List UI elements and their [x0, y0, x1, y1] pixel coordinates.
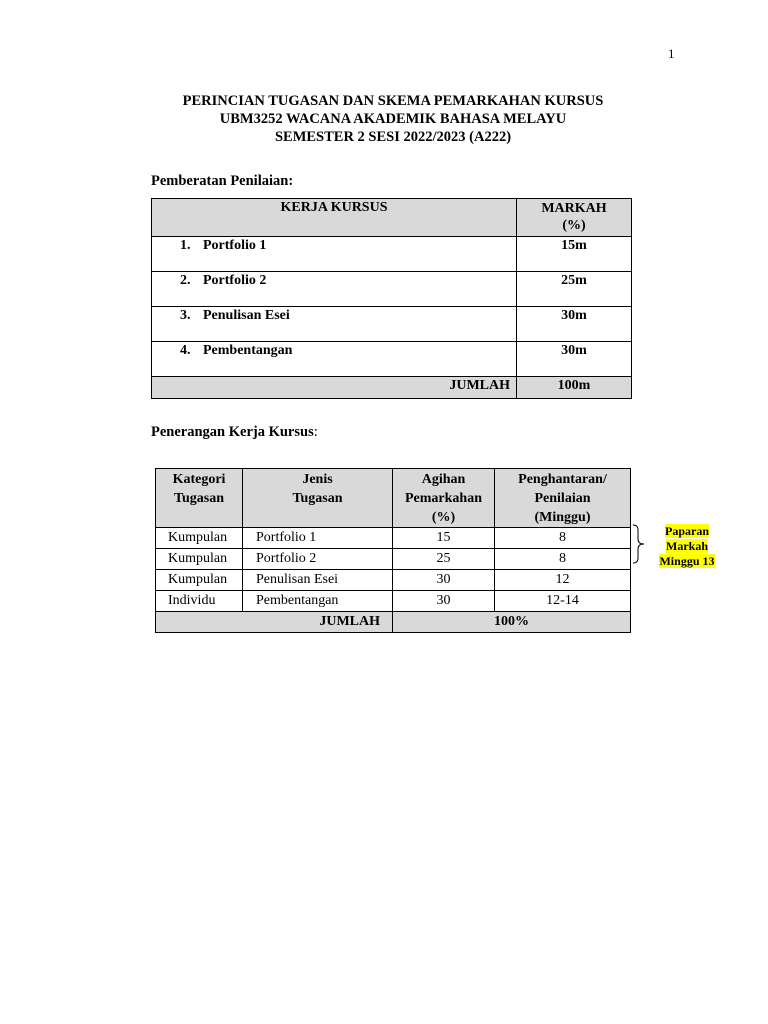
cell-agihan: 25	[393, 549, 495, 570]
row-number: 1.	[180, 238, 191, 253]
table-header-row	[152, 199, 632, 237]
note-paparan-markah	[656, 524, 718, 569]
total-label: JUMLAH	[152, 377, 517, 399]
column-header-jenis: Jenis Tugasan	[243, 469, 393, 528]
note-line-3: Minggu 13	[659, 554, 715, 568]
table-row	[152, 307, 632, 342]
table-row	[156, 570, 631, 591]
cell-agihan: 30	[393, 570, 495, 591]
row-mark: 30m	[517, 307, 632, 342]
total-row	[156, 612, 631, 633]
cell-kategori: Individu	[156, 591, 243, 612]
row-number: 3.	[180, 308, 191, 323]
row-name: Penulisan Esei	[203, 308, 290, 323]
title-line-2: UBM3252 WACANA AKADEMIK BAHASA MELAYU	[219, 111, 567, 127]
page-number: 1	[668, 46, 675, 61]
table-row	[152, 272, 632, 307]
cell-kategori: Kumpulan	[156, 549, 243, 570]
column-header-kerja-kursus: KERJA KURSUS	[152, 199, 517, 237]
weighting-table	[151, 198, 632, 399]
table-header-row	[156, 469, 631, 528]
cell-minggu: 12-14	[495, 591, 631, 612]
table-row	[152, 342, 632, 377]
cell-kategori: Kumpulan	[156, 570, 243, 591]
section-heading-penerangan: Penerangan Kerja Kursus:	[151, 424, 318, 440]
row-mark: 25m	[517, 272, 632, 307]
row-mark: 30m	[517, 342, 632, 377]
cell-jenis: Penulisan Esei	[243, 570, 393, 591]
cell-jenis: Portfolio 2	[243, 549, 393, 570]
table-row	[156, 528, 631, 549]
column-header-agihan: Agihan Pemarkahan (%)	[393, 469, 495, 528]
note-line-2: Markah	[666, 539, 708, 553]
total-value: 100m	[517, 377, 632, 399]
curly-brace-icon	[631, 524, 647, 564]
cell-minggu: 8	[495, 528, 631, 549]
title-line-3: SEMESTER 2 SESI 2022/2023 (A222)	[274, 129, 512, 145]
column-header-markah	[517, 199, 632, 237]
row-name: Pembentangan	[203, 343, 293, 358]
row-name: Portfolio 2	[203, 273, 267, 288]
cell-jenis: Pembentangan	[243, 591, 393, 612]
cell-minggu: 12	[495, 570, 631, 591]
total-value: 100%	[393, 612, 631, 633]
column-header-penghantaran: Penghantaran/ Penilaian (Minggu)	[495, 469, 631, 528]
markah-label: MARKAH	[541, 201, 607, 216]
row-name: Portfolio 1	[203, 238, 267, 253]
coursework-table	[155, 468, 631, 633]
title-line-1: PERINCIAN TUGASAN DAN SKEMA PEMARKAHAN KURSUS	[182, 93, 604, 109]
table-row	[152, 237, 632, 272]
table-row	[156, 591, 631, 612]
note-line-1: Paparan	[664, 524, 709, 538]
cell-jenis: Portfolio 1	[243, 528, 393, 549]
cell-kategori: Kumpulan	[156, 528, 243, 549]
section-heading-pemberatan: Pemberatan Penilaian:	[151, 173, 294, 189]
table-row	[156, 549, 631, 570]
document-title	[0, 92, 768, 146]
cell-agihan: 15	[393, 528, 495, 549]
cell-agihan: 30	[393, 591, 495, 612]
cell-minggu: 8	[495, 549, 631, 570]
row-number: 4.	[180, 343, 191, 358]
markah-unit: (%)	[562, 218, 586, 233]
row-mark: 15m	[517, 237, 632, 272]
total-row	[152, 377, 632, 399]
column-header-kategori: Kategori Tugasan	[156, 469, 243, 528]
row-number: 2.	[180, 273, 191, 288]
total-label: JUMLAH	[156, 612, 393, 633]
